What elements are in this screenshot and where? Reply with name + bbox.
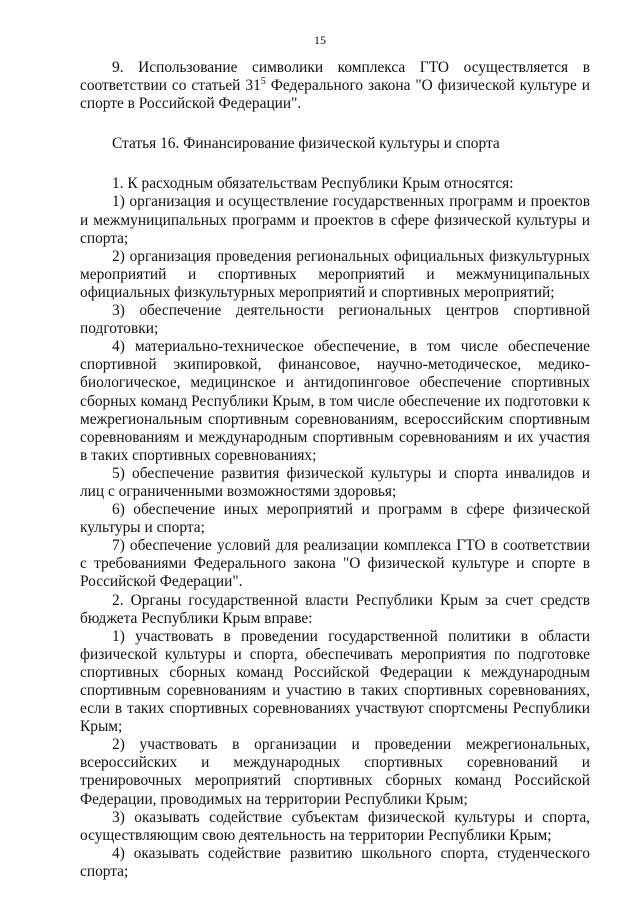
article-superscript: 5 [260, 75, 266, 87]
article-heading: Статья 16. Финансирование физической культуры и спорта [112, 135, 500, 153]
list-item-1-4: 4) материально-техническое обеспечение, в том числе обеспечение спортивной экипировкой, финансовое, научно-методическое, медико-биологическое, медицинское и антидопинговое обеспечение спортивных сборных команд Республики Крым, в том числе обеспечение их подготовки к межрегиональным спортивным соревнованиям, всероссийским спортивным соревнованиям и международным спортивным соревнованиям и их участия в таких спортивных соревнованиях; [80, 338, 590, 464]
list-item-2-3: 3) оказывать содействие субъектам физической культуры и спорта, осуществляющим свою деятельность на территории Республики Крым; [80, 808, 590, 844]
paragraph-gto-symbols [80, 59, 590, 113]
paragraph-gto-symbols-text-b: Федерального закона "О физической культуре и спорте в Российской Федерации". [80, 77, 590, 113]
paragraph-gto-symbols-text-a: 9. Использование символики комплекса ГТО осуществляется в соответствии со статьей 31 [80, 59, 590, 95]
page-number: 15 [314, 33, 326, 47]
list-item-1-1: 1) организация и осуществление государственных программ и проектов и межмуниципальных программ и проектов в сфере физической культуры и спорта; [80, 193, 590, 247]
list-item-1-6: 6) обеспечение иных мероприятий и программ в сфере физической культуры и спорта; [80, 501, 590, 537]
list-item-1-3: 3) обеспечение деятельности региональных центров спортивной подготовки; [80, 302, 590, 338]
list-item-2-1: 1) участвовать в проведении государственной политики в области физической культуры и спорта, обеспечивать мероприятия по подготовке спортивных сборных команд Российской Федерации к международным спортивным соревнованиям и участию в таких спортивных соревнованиях, если в таких спортивных соревнованиях участвуют спортсмены Республики Крым; [80, 627, 590, 736]
paragraph-authorities-rights: 2. Органы государственной власти Республики Крым за счет средств бюджета Республики Крым вправе: [80, 591, 590, 627]
list-item-1-7: 7) обеспечение условий для реализации комплекса ГТО в соответствии с требованиями Федерального закона "О физической культуре и спорте в Российской Федерации". [80, 537, 590, 591]
paragraph-expenditure-obligations: 1. К расходным обязательствам Республики Крым относятся: [112, 175, 514, 193]
document-body [80, 59, 590, 881]
list-item-2-4: 4) оказывать содействие развитию школьного спорта, студенческого спорта; [80, 844, 590, 880]
list-item-2-2: 2) участвовать в организации и проведении межрегиональных, всероссийских и международных спортивных соревнований и тренировочных мероприятий спортивных сборных команд Российской Федерации, проводимых на территории Республики Крым; [80, 736, 590, 808]
list-item-1-5: 5) обеспечение развития физической культуры и спорта инвалидов и лиц с ограниченными возможностями здоровья; [80, 464, 590, 500]
list-item-1-2: 2) организация проведения региональных официальных физкультурных мероприятий и спортивных мероприятий и межмуниципальных официальных физкультурных мероприятий и спортивных мероприятий; [80, 247, 590, 301]
